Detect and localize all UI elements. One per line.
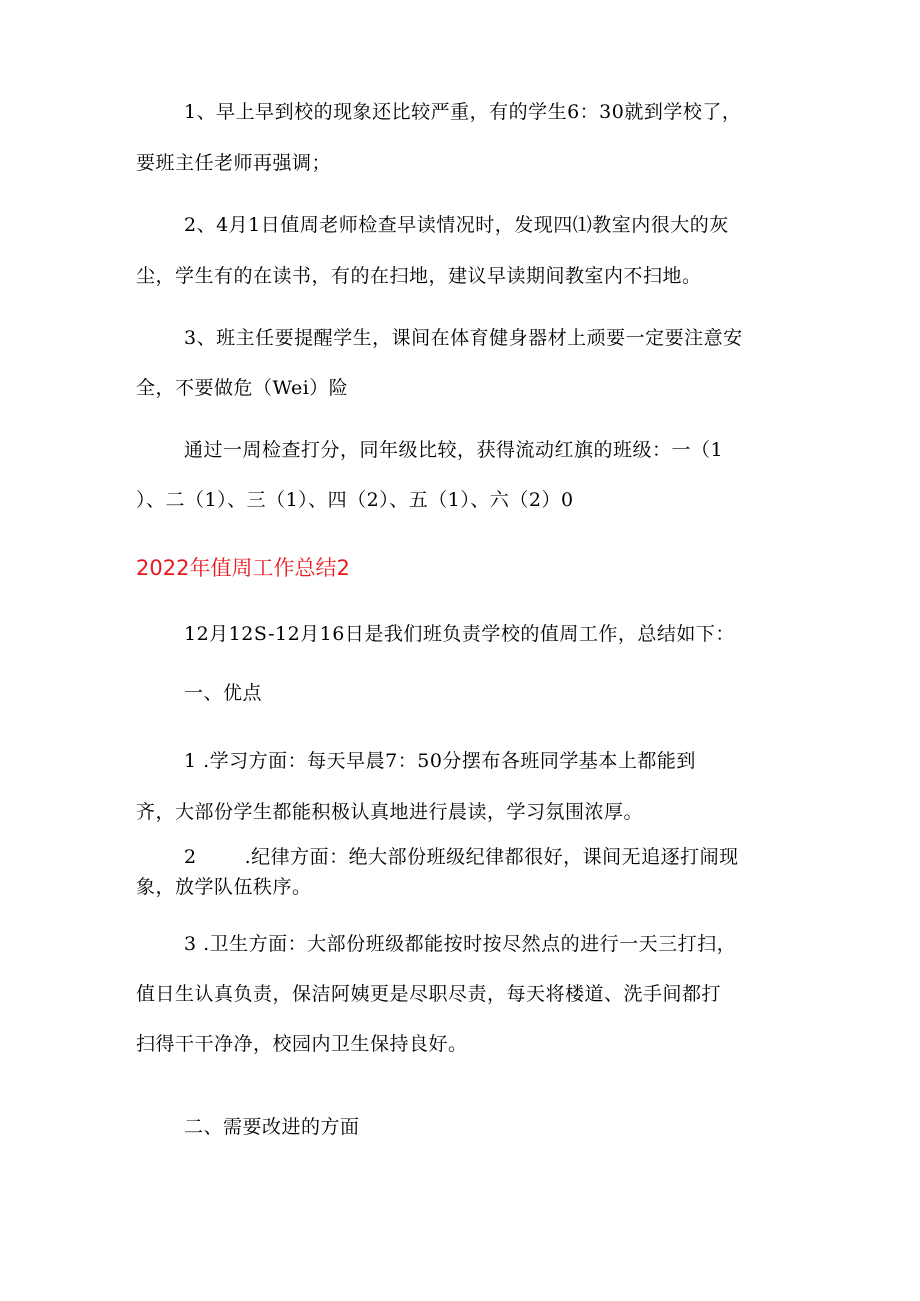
intro-line: 12月12S-12月16日是我们班负责学校的值周工作，总结如下：	[184, 623, 735, 645]
item-2-line-1	[184, 845, 739, 869]
part-1-title: 一、优点	[184, 682, 263, 704]
paragraph-4-line-2: ）、二（1）、三（1）、四（2）、五（1）、六（2）0	[136, 489, 574, 511]
item-1-line-1: 1 .学习方面：每天早晨7：50分摆布各班同学基本上都能到	[184, 750, 696, 772]
section-heading: 2022年值周工作总结2	[136, 556, 350, 580]
item-2-line-2: 象，放学队伍秩序。	[136, 876, 312, 898]
paragraph-1-line-1: 1、早上早到校的现象还比较严重，有的学生6：30就到学校了，	[184, 101, 742, 123]
paragraph-2-line-2: 尘，学生有的在读书，有的在扫地，建议早读期间教室内不扫地。	[136, 265, 702, 287]
paragraph-2-line-1: 2、4月1日值周老师检查早读情况时，发现四⑴教室内很大的灰	[184, 214, 729, 236]
paragraph-3-line-2: 全，不要做危（Wei）险	[136, 377, 349, 399]
item-2-number: 2	[184, 846, 197, 868]
paragraph-4-line-1: 通过一周检查打分，同年级比较，获得流动红旗的班级：一（1	[184, 439, 724, 461]
item-2-text: .纪律方面：绝大部份班级纪律都很好，课间无追逐打闹现	[244, 846, 739, 868]
item-3-line-2: 值日生认真负责，保洁阿姨更是尽职尽责，每天将楼道、洗手间都打	[136, 983, 722, 1005]
paragraph-3-line-1: 3、班主任要提醒学生，课间在体育健身器材上顽要一定要注意安	[184, 327, 743, 349]
item-3-line-1: 3 .卫生方面：大部份班级都能按时按尽然点的进行一天三打扫，	[184, 933, 737, 955]
paragraph-1-line-2: 要班主任老师再强调；	[136, 152, 332, 174]
item-3-line-3: 扫得干干净净，校园内卫生保持良好。	[136, 1033, 468, 1055]
item-1-line-2: 齐，大部份学生都能积极认真地进行晨读，学习氛围浓厚。	[136, 801, 644, 823]
part-2-title: 二、需要改进的方面	[184, 1116, 360, 1138]
